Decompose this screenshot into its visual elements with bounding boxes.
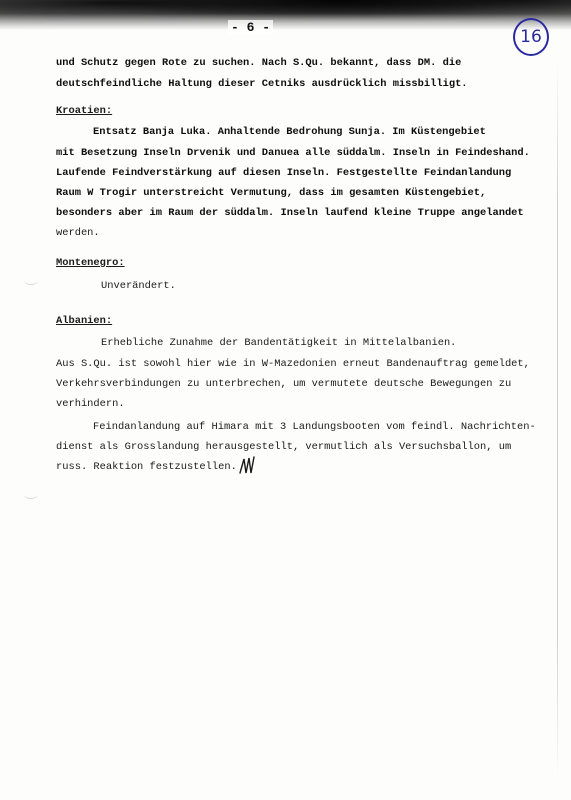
albanien-line-4: verhindern. — [56, 398, 125, 410]
albanien-line-2: Aus S.Qu. ist sowohl hier wie in W-Mazedonien erneut Bandenauftrag gemeldet, — [56, 358, 530, 370]
albanien-line-3: Verkehrsverbindungen zu unterbrechen, um vermutete deutsche Bewegungen zu — [56, 378, 512, 390]
albanien-line-5: Feindanlandung auf Himara mit 3 Landungsbooten vom feindl. Nachrichten- — [93, 421, 536, 433]
albanien-line-7: russ. Reaktion festzustellen. — [56, 461, 237, 473]
kroatien-line-5: besonders aber im Raum der süddalm. Inseln laufend kleine Truppe angelandet — [56, 207, 524, 219]
scan-dark-top-edge — [0, 0, 571, 30]
montenegro-line-1: Unverändert. — [101, 280, 176, 292]
page-number: - 6 - — [228, 20, 273, 35]
kroatien-line-1: Entsatz Banja Luka. Anhaltende Bedrohung Sunja. Im Küstengebiet — [93, 126, 486, 138]
intro-line-2: deutschfeindliche Haltung dieser Cetniks ausdrücklich missbilligt. — [56, 78, 468, 90]
margin-hole-mark — [24, 276, 38, 285]
albanien-line-1: Erhebliche Zunahme der Bandentätigkeit in Mittelalbanien. — [101, 337, 457, 349]
kroatien-line-4: Raum W Trogir unterstreicht Vermutung, dass im gesamten Küstengebiet, — [56, 187, 487, 199]
kroatien-line-6: werden. — [56, 227, 100, 239]
albanien-line-6: dienst als Grosslandung herausgestellt, vermutlich als Versuchsballon, um — [56, 441, 512, 453]
folio-number-circled: 16 — [513, 18, 549, 56]
scan-right-edge — [557, 60, 558, 780]
section-heading-kroatien: Kroatien: — [56, 105, 113, 117]
margin-hole-mark — [24, 490, 38, 499]
section-heading-montenegro: Montenegro: — [56, 257, 125, 269]
section-heading-albanien: Albanien: — [56, 315, 113, 327]
kroatien-line-2: mit Besetzung Inseln Drvenik und Danuea alle süddalm. Inseln in Feindeshand. — [56, 147, 530, 159]
intro-line-1: und Schutz gegen Rote zu suchen. Nach S.Qu. bekannt, dass DM. die — [56, 57, 462, 69]
handwritten-initials-mark — [238, 455, 260, 477]
kroatien-line-3: Laufende Feindverstärkung auf diesen Inseln. Festgestellte Feindanlandung — [56, 167, 512, 179]
